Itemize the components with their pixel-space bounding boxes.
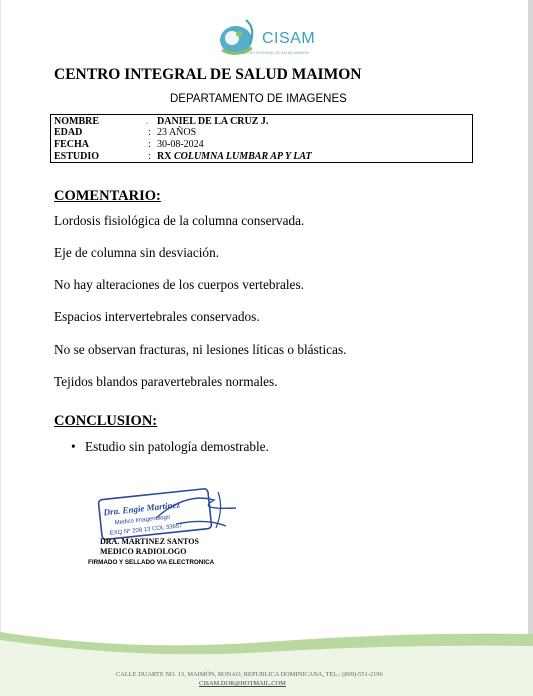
doctor-name: DRA. MARTINEZ SANTOS — [100, 537, 199, 546]
study-name: COLUMNA LUMBAR AP Y LAT — [173, 151, 312, 162]
stamp-role-text: Medico Imagenologo — [114, 514, 171, 527]
signature-note: FIRMADO Y SELLADO VIA ELECTRONICA — [88, 559, 215, 566]
doctor-title: MEDICO RADIOLOGO — [100, 547, 187, 556]
stamp-exq-text: EXQ Nº 208 13 COL 33857 — [109, 523, 183, 537]
conclusion-title: CONCLUSION: — [54, 413, 158, 429]
footer-email[interactable]: CISAM.DOR@HOTMAIL.COM — [199, 680, 286, 687]
age-value: 23 AÑOS — [157, 127, 197, 138]
patient-info-box — [50, 114, 473, 163]
date-value: 30-08-2024 — [157, 139, 204, 150]
page-edge-left — [0, 0, 1, 696]
comment-line: Espacios intervertebrales conservados. — [54, 309, 260, 324]
spell-check-mark: ᵕ — [146, 119, 149, 128]
name-value: DANIEL DE LA CRUZ J. — [157, 116, 269, 127]
age-label: EDAD — [54, 127, 83, 138]
date-colon: : — [148, 139, 151, 150]
page-edge-right — [528, 0, 533, 696]
comment-line: Tejidos blandos paravertebrales normales. — [54, 374, 278, 389]
clinic-name: CENTRO INTEGRAL DE SALUD MAIMON — [54, 66, 362, 83]
comment-line: No se observan fracturas, ni lesiones líticas o blásticas. — [54, 342, 347, 357]
comment-title: COMENTARIO: — [54, 188, 161, 204]
department-title: DEPARTAMENTO DE IMAGENES — [170, 93, 347, 105]
study-colon: : — [148, 151, 151, 162]
comment-line: No hay alteraciones de los cuerpos vertebrales. — [54, 277, 304, 292]
logo-text: CISAM — [262, 30, 316, 47]
study-prefix: RX — [157, 151, 172, 162]
doctor-stamp-signature — [96, 488, 246, 540]
name-label: NOMBRE — [54, 116, 99, 127]
logo-subtext: CENTRO INTEGRAL DE SALUD MAIMON — [240, 51, 309, 55]
stamp-name-text: Dra. Engie Martinez — [103, 499, 181, 518]
conclusion-item: Estudio sin patología demostrable. — [85, 439, 269, 454]
comment-line: Eje de columna sin desviación. — [54, 245, 220, 260]
study-label: ESTUDIO — [54, 151, 100, 162]
footer-address: CALLE DUARTE NO. 13, MAIMÓN, BONAO, REPUBLICA DOMINICANA, TEL.: (809)-551-2196 — [116, 671, 383, 678]
bullet-icon: • — [71, 439, 76, 454]
date-label: FECHA — [54, 139, 89, 150]
age-colon: : — [148, 127, 151, 138]
study-value — [157, 151, 312, 162]
comment-line: Lordosis fisiológica de la columna conservada. — [54, 213, 305, 228]
